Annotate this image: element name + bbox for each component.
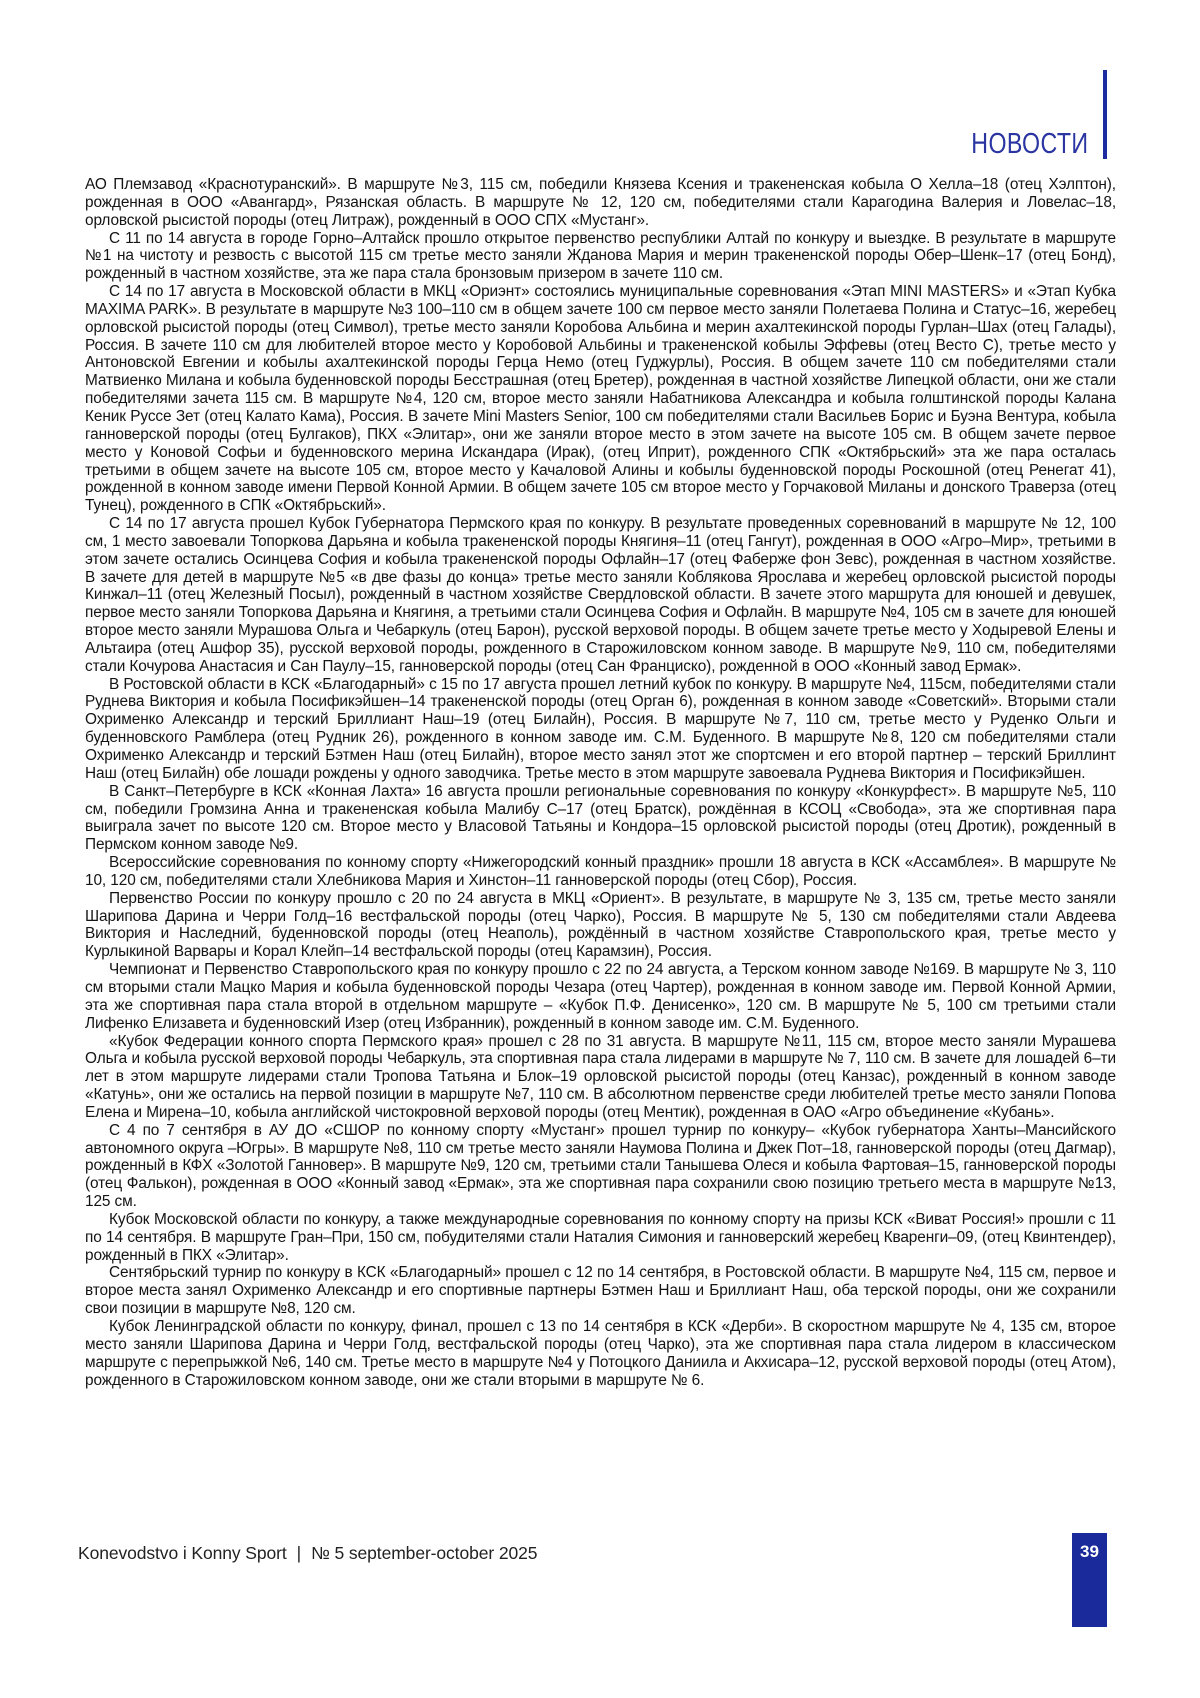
footer-separator: | <box>296 1543 302 1563</box>
page-number-badge <box>1072 1533 1107 1627</box>
news-article <box>85 176 1116 1389</box>
section-title: НОВОСТИ <box>970 128 1088 160</box>
news-paragraph: С 11 по 14 августа в городе Горно–Алтайск прошло открытое первенство республики Алтай по конкуру и выездке. В результате в маршруте №1 на чистоту и резвость с высотой 115 см третье место заняли Жданова Мария и мерин тракененской породы Обер–Шенк–17 (отец Бонд), рожденный в частном хозяйстве, эта же пара стала бронзовым призером в зачете 110 см. <box>85 229 1116 283</box>
footer-journal-name: Konevodstvo i Konny Sport <box>78 1543 287 1563</box>
news-paragraph: Сентябрьский турнир по конкуру в КСК «Благодарный» прошел с 12 по 14 сентября, в Ростовской области. В маршруте №4, 115 см, первое и второе места занял Охрименко Александр и его спортивные партнеры Бэтмен Наш и Бриллиант Наш, оба терской породы, они же сохранили свои позиции в маршруте №8, 120 см. <box>85 1264 1116 1318</box>
news-paragraph: Кубок Ленинградской области по конкуру, финал, прошел с 13 по 14 сентября в КСК «Дерби». В скоростном маршруте № 4, 135 см, второе место заняли Шарипова Дарина и Черри Голд, вестфальской породы (отец Чарко), эта же спортивная пара стала лидером в классическом маршруте с перепрыжкой №6, 140 см. Третье место в маршруте №4 у Потоцкого Даниила и Акхисара–12, русской верховой породы (отец Атом), рожденного в Старожиловском конном заводе, они же стали вторыми в маршруте № 6. <box>85 1318 1116 1389</box>
news-paragraph: Кубок Московской области по конкуру, а также международные соревнования по конному спорту на призы КСК «Виват Россия!» прошли с 11 по 14 сентября. В маршруте Гран–При, 150 см, побудителями стали Наталия Симония и ганноверский жеребец Кваренги–09, (отец Квинтендер), рожденный в ПКХ «Элитар». <box>85 1210 1116 1264</box>
news-paragraph: Чемпионат и Первенство Ставропольского края по конкуру прошло с 22 по 24 августа, а Терском конном заводе №169. В маршруте № 3, 110 см вторыми стали Мацко Мария и кобыла буденновской породы Чезара (отец Чартер), рожденная в конном заводе им. Первой Конной Армии, эта же спортивная пара стала второй в отдельном маршруте – «Кубок П.Ф. Денисенко», 120 см. В маршруте № 5, 100 см третьими стали Лифенко Елизавета и буденновский Изер (отец Избранник), рожденный в конном заводе им. С.М. Буденного. <box>85 961 1116 1032</box>
page-number: 39 <box>1080 1542 1099 1561</box>
news-paragraph: АО Племзавод «Краснотуранский». В маршруте №3, 115 см, победили Князева Ксения и тракененская кобыла О Хелла–18 (отец Хэлптон), рожденная в ООО «Авангард», Рязанская область. В маршруте № 12, 120 см, победителями стали Карагодина Валерия и Ловелас–18, орловской рысистой породы (отец Литраж), рожденный в ООО СПХ «Мустанг». <box>85 176 1116 229</box>
footer-journal-line <box>78 1543 537 1564</box>
news-paragraph: С 14 по 17 августа в Московской области в МКЦ «Ориэнт» состоялись муниципальные соревнования «Этап MINI MASTERS» и «Этап Кубка MAXIMA PARK». В результате в маршруте №3 100–110 см в общем зачете 100 см первое место заняли Полетаева Полина и Статус–16, жеребец орловской рысистой породы (отец Символ), третье место заняли Коробова Альбина и мерин ахалтекинской породы Гурлан–Шах (отец Галады), Россия. В зачете 110 см для любителей второе место у Коробовой Альбины и тракененской кобылы Эффевы (отец Весто С), третье место у Антоновской Евгении и кобылы ахалтекинской породы Герца Немо (отец Гуджурлы), Россия. В общем зачете 110 см победителями стали Матвиенко Милана и кобыла буденновской породы Бесстрашная (отец Бретер), рожденная в частной хозяйстве Липецкой области, они же стали победителями зачета 115 см. В маршруте №4, 120 см, второе место заняли Набатникова Александра и кобыла голштинской породы Калана Кеник Руссе Зет (отец Калато Кама), Россия. В зачете Mini Masters Senior, 100 см победителями стали Васильев Борис и Буэна Вентура, кобыла ганноверской породы (отец Булгаков), ПКХ «Элитар», они же заняли второе место в этом зачете на высоте 105 см. В общем зачете первое место у Коновой Софьи и буденновского мерина Искандара (Ирак), (отец Иприт), рожденного СПК «Октябрьский» эта же пара осталась третьими в общем зачете на высоте 105 см, второе место у Качаловой Алины и кобылы буденновской породы Роскошной (отец Ренегат 41), рожденной в конном заводе имени Первой Конной Армии. В общем зачете 105 см второе место у Горчаковой Миланы и донского Траверза (отец Тунец), рожденного в СПК «Октябрьский». <box>85 283 1116 515</box>
news-paragraph: В Санкт–Петербурге в КСК «Конная Лахта» 16 августа прошли региональные соревнования по конкуру «Конкурфест». В маршруте №5, 110 см, победили Громзина Анна и тракененская кобыла Малибу С–17 (отец Братск), рождённая в КСОЦ «Свобода», эта же спортивная пара выиграла зачет по высоте 120 см. Второе место у Власовой Татьяны и Кондора–15 орловской рысистой породы (отец Дротик), рожденный в Пермском конном заводе №9. <box>85 782 1116 854</box>
news-paragraph: «Кубок Федерации конного спорта Пермского края» прошел с 28 по 31 августа. В маршруте №11, 115 см, второе место заняли Мурашева Ольга и кобыла русской верховой породы Чебаркуль, эта спортивная пара стала лидерами в маршруте № 7, 110 см. В зачете для лошадей 6–ти лет в этом маршруте лидерами стали Тропова Татьяна и Блок–19 орловской рысистой породы (отец Канзас), рожденный в конном заводе «Катунь», они же остались на первой позиции в маршруте №7, 110 см. В абсолютном первенстве среди любителей третье место заняли Попова Елена и Мирена–10, кобыла английской чистокровной верховой породы (отец Ментик), рожденная в ОАО «Агро объединение «Кубань». <box>85 1032 1116 1121</box>
header-vertical-rule <box>1103 70 1107 159</box>
footer-issue-info: № 5 september-october 2025 <box>311 1543 538 1563</box>
news-paragraph: С 4 по 7 сентября в АУ ДО «СШОР по конному спорту «Мустанг» прошел турнир по конкуру– «Кубок губернатора Ханты–Мансийского автономного округа –Югры». В маршруте №8, 110 см третье место заняли Наумова Полина и Джек Пот–18, ганноверской породы (отец Дагмар), рожденный в КФХ «Золотой Ганновер». В маршруте №9, 120 см, третьими стали Танышева Олеся и кобыла Фартовая–15, ганноверской породы (отец Фалькон), рожденная в ООО «Конный завод «Ермак», эта же спортивная пара сохранили свою позицию третьего места в маршруте №13, 125 см. <box>85 1121 1116 1211</box>
news-paragraph: В Ростовской области в КСК «Благодарный» с 15 по 17 августа прошел летний кубок по конкуру. В маршруте №4, 115см, победителями стали Руднева Виктория и кобыла Посификэйшен–14 тракененской породы (отец Орган 6), рожденная в конном заводе «Советский». Вторыми стали Охрименко Александр и терский Бриллиант Наш–19 (отец Билайн), Россия. В маршруте №7, 110 см, третье место у Руденко Ольги и буденновского Рамблера (отец Рудник 26), рожденного в конном заводе им. С.М. Буденного. В маршруте №8, 120 см победителями стали Охрименко Александр и терский Бэтмен Наш (отец Билайн), второе место занял этот же спортсмен и его второй партнер – терский Бриллинт Наш (отец Билайн) обе лошади рождены у одного заводчика. Третье место в этом маршруте завоевала Руднева Виктория и Посификэйшен. <box>85 675 1116 782</box>
news-paragraph: Всероссийские соревнования по конному спорту «Нижегородский конный праздник» прошли 18 августа в КСК «Ассамблея». В маршруте № 10, 120 см, победителями стали Хлебникова Мария и Хинстон–11 ганноверской породы (отец Сбор), Россия. <box>85 854 1116 889</box>
news-paragraph: С 14 по 17 августа прошел Кубок Губернатора Пермского края по конкуру. В результате проведенных соревнований в маршруте № 12, 100 см, 1 место завоевали Топоркова Дарьяна и кобыла тракененской породы Княгиня–11 (отец Гангут), рожденная в ООО «Агро–Мир», третьими в этом зачете остались Осинцева София и кобыла тракененской породы Офлайн–17 (отец Фаберже фон Зевс), рожденная в частном хозяйстве. В зачете для детей в маршруте №5 «в две фазы до конца» третье место заняли Коблякова Ярослава и жеребец орловской рысистой породы Кинжал–11 (отец Железный Посыл), рожденный в частном хозяйстве Свердловской области. В зачете этого маршрута для юношей и девушек, первое место заняли Топоркова Дарьяна и Княгиня, а третьими стали Осинцева София и Офлайн. В маршруте №4, 105 см в зачете для юношей второе место заняли Мурашова Ольга и Чебаркуль (отец Барон), русской верховой породы. В общем зачете третье место у Ходыревой Елены и Альтаира (отец Ашфор 35), русской верховой породы, рожденного в Старожиловском конном заводе. В маршруте №9, 110 см, победителями стали Кочурова Анастасия и Сан Паулу–15, ганноверской породы (отец Сан Франциско), рожденной в ООО «Конный завод Ермак». <box>85 515 1116 675</box>
news-paragraph: Первенство России по конкуру прошло с 20 по 24 августа в МКЦ «Ориент». В результате, в маршруте № 3, 135 см, третье место заняли Шарипова Дарина и Черри Голд–16 вестфальской породы (отец Чарко), Россия. В маршруте № 5, 130 см победителями стали Авдеева Виктория и Наследний, буденновской породы (отец Неаполь), рождённый в частном хозяйстве Ставропольского края, третье место у Курлыкиной Варвары и Корал Клейп–14 вестфальской породы (отец Карамзин), Россия. <box>85 889 1116 961</box>
